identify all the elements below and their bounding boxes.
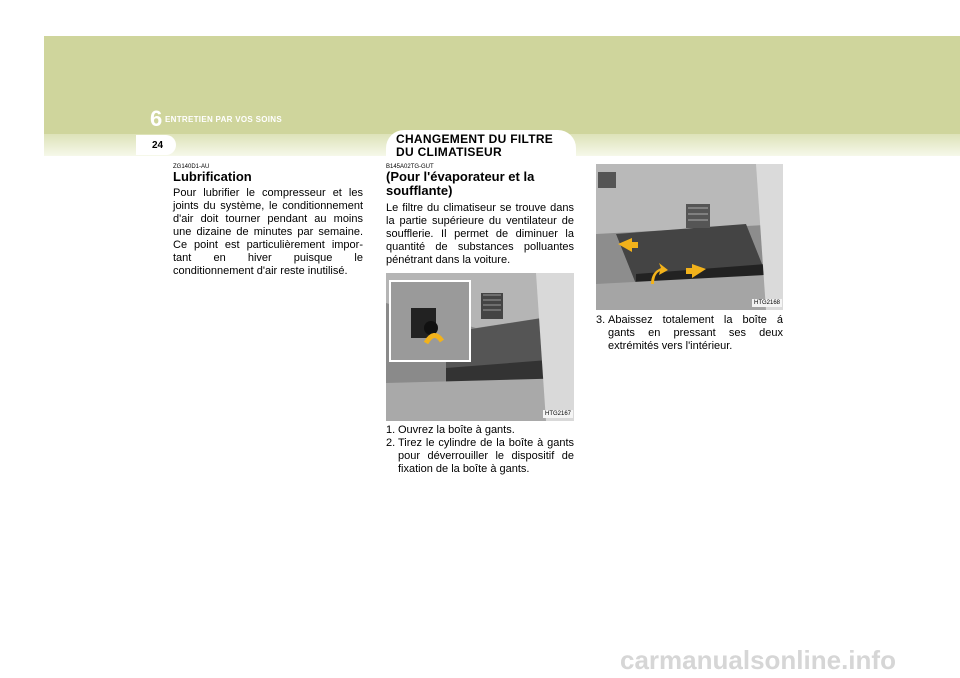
- glovebox-lowered-illustration: [596, 164, 783, 310]
- page-number: 24: [152, 140, 164, 151]
- glovebox-illustration: [386, 273, 574, 421]
- list-item: [386, 437, 574, 476]
- section-code: ZG140D1-AU: [173, 164, 210, 170]
- section-code: B145A02TG-GUT: [386, 164, 434, 170]
- step-text: Ouvrez la boîte à gants.: [398, 424, 515, 436]
- section-title: CHANGEMENT DU FILTRE DU CLIMATISEUR: [396, 132, 554, 159]
- section-heading: Lubrification: [173, 169, 252, 184]
- steps-list: [386, 424, 574, 476]
- left-column: [173, 164, 363, 278]
- photo-label: HTG2168: [754, 300, 781, 306]
- chapter-number: 6: [150, 106, 163, 131]
- step-text: Tirez le cylindre de la boîte à gants pour déverrouiller le dispositif de fixation de la boîte à gants.: [398, 437, 574, 475]
- list-item: [596, 314, 783, 353]
- chapter-title: ENTRETIEN PAR VOS SOINS: [165, 115, 282, 124]
- step-number: 2.: [386, 437, 396, 449]
- photo-label: HTG2167: [545, 411, 572, 417]
- step-text: Abaissez totalement la boîte á gants en pressant ses deux extrémités vers l'intérieur.: [608, 314, 783, 352]
- section-body: Pour lubrifier le compresseur et les joints du système, le conditionnement d'air doit tourner pendant au moins une dizaine de minutes par semaine. Ce point est particulièrement impor-tant en hiver puisque le conditionnement d'air reste inutilisé.: [173, 187, 363, 277]
- watermark: carmanualsonline.info: [620, 645, 896, 675]
- list-item: [386, 424, 574, 437]
- middle-column: [386, 164, 574, 267]
- steps-list: [596, 314, 783, 353]
- glovebox-photo-2: [596, 164, 783, 310]
- glovebox-photo-1: [386, 273, 574, 421]
- step-number: 1.: [386, 424, 396, 436]
- step-number: 3.: [596, 314, 606, 326]
- section-body: Le filtre du climatiseur se trouve dans la partie supérieure du ventilateur de soufflerie. Il permet de diminuer la quantité de substances polluantes pénétrant dans la voiture.: [386, 202, 574, 266]
- section-heading: (Pour l'évaporateur et la soufflante): [386, 169, 535, 198]
